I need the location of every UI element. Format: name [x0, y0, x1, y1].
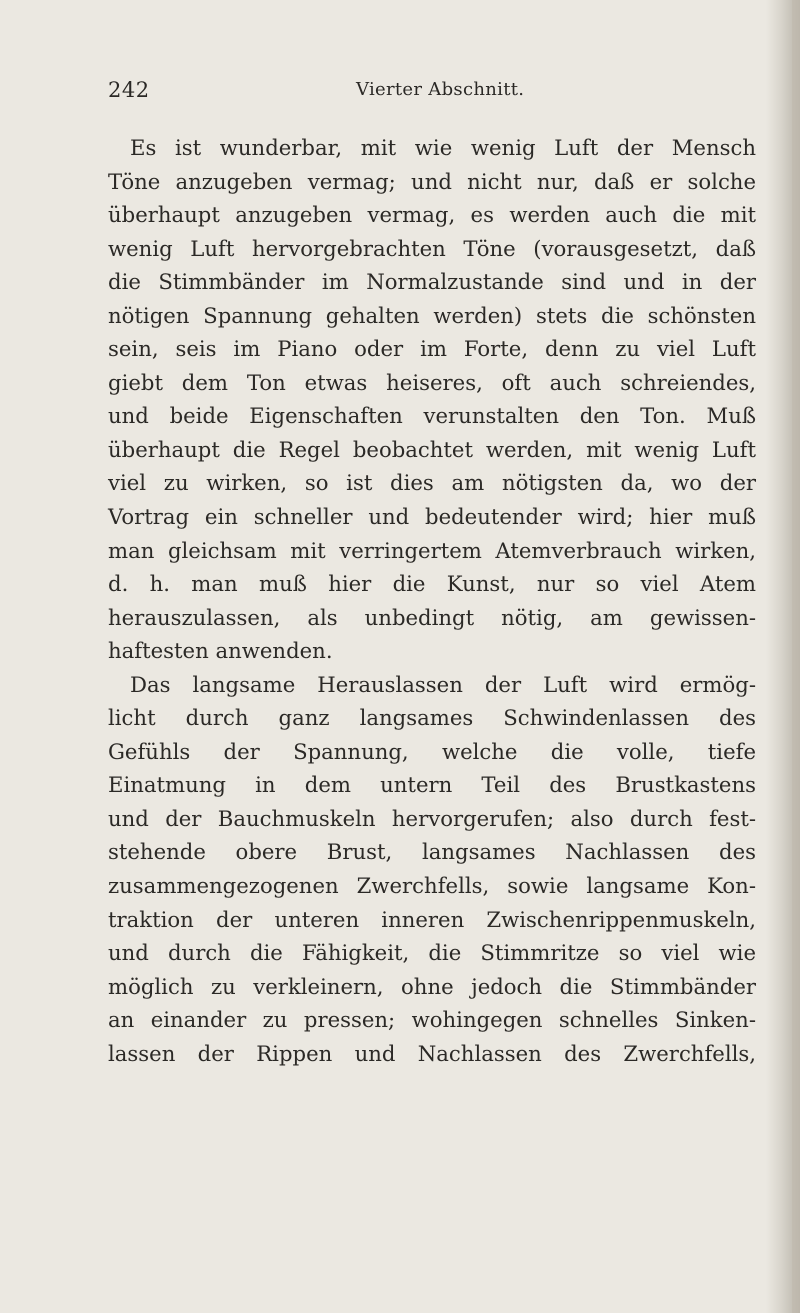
text-line: man gleichsam mit verringertem Atemverbrauch wirken, — [108, 537, 756, 563]
text-line: Töne anzugeben vermag; und nicht nur, daß er solche — [108, 168, 756, 194]
text-line: an einander zu pressen; wohingegen schnelles Sinken- — [108, 1007, 756, 1033]
paragraph-2 — [108, 668, 756, 1071]
text-line: nötigen Spannung gehalten werden) stets die schönsten — [108, 302, 756, 328]
text-line: Einatmung in dem untern Teil des Brustkastens — [108, 772, 756, 798]
body-text — [108, 131, 756, 1070]
text-line: herauszulassen, als unbedingt nötig, am gewissen- — [108, 604, 756, 630]
page-number: 242 — [108, 78, 150, 102]
text-line: stehende obere Brust, langsames Nachlassen des — [108, 839, 756, 865]
text-line: wenig Luft hervorgebrachten Töne (vorausgesetzt, daß — [108, 235, 756, 261]
text-line: überhaupt die Regel beobachtet werden, mit wenig Luft — [108, 436, 756, 462]
page-edge-strip — [792, 0, 800, 1313]
text-line: viel zu wirken, so ist dies am nötigsten da, wo der — [108, 470, 756, 496]
paragraph-1 — [108, 131, 756, 668]
text-line: licht durch ganz langsames Schwindenlassen des — [108, 705, 756, 731]
text-line: möglich zu verkleinern, ohne jedoch die Stimmbänder — [108, 973, 756, 999]
text-line: Das langsame Herauslassen der Luft wird ermög- — [130, 671, 756, 697]
text-line: giebt dem Ton etwas heiseres, oft auch schreiendes, — [108, 369, 756, 395]
running-head: Vierter Abschnitt. — [356, 79, 525, 100]
text-line: Gefühls der Spannung, welche die volle, tiefe — [108, 738, 756, 764]
text-line: zusammengezogenen Zwerchfells, sowie langsame Kon- — [108, 873, 756, 899]
text-line: Vortrag ein schneller und bedeutender wird; hier muß — [108, 504, 756, 530]
page-header — [108, 78, 728, 108]
text-line: und durch die Fähigkeit, die Stimmritze so viel wie — [108, 940, 756, 966]
text-line: die Stimmbänder im Normalzustande sind und in der — [108, 269, 756, 295]
text-line: haftesten anwenden. — [108, 638, 333, 664]
text-line: Es ist wunderbar, mit wie wenig Luft der Mensch — [130, 135, 756, 160]
text-line: d. h. man muß hier die Kunst, nur so viel Atem — [108, 571, 756, 597]
text-line: überhaupt anzugeben vermag, es werden auch die mit — [108, 202, 756, 228]
text-line: und der Bauchmuskeln hervorgerufen; also durch fest- — [108, 805, 756, 831]
text-line: und beide Eigenschaften verunstalten den Ton. Muß — [108, 403, 756, 429]
text-line: sein, seis im Piano oder im Forte, denn zu viel Luft — [108, 336, 756, 362]
text-line: traktion der unteren inneren Zwischenrippenmuskeln, — [108, 906, 756, 932]
text-line: lassen der Rippen und Nachlassen des Zwerchfells, — [108, 1040, 756, 1066]
